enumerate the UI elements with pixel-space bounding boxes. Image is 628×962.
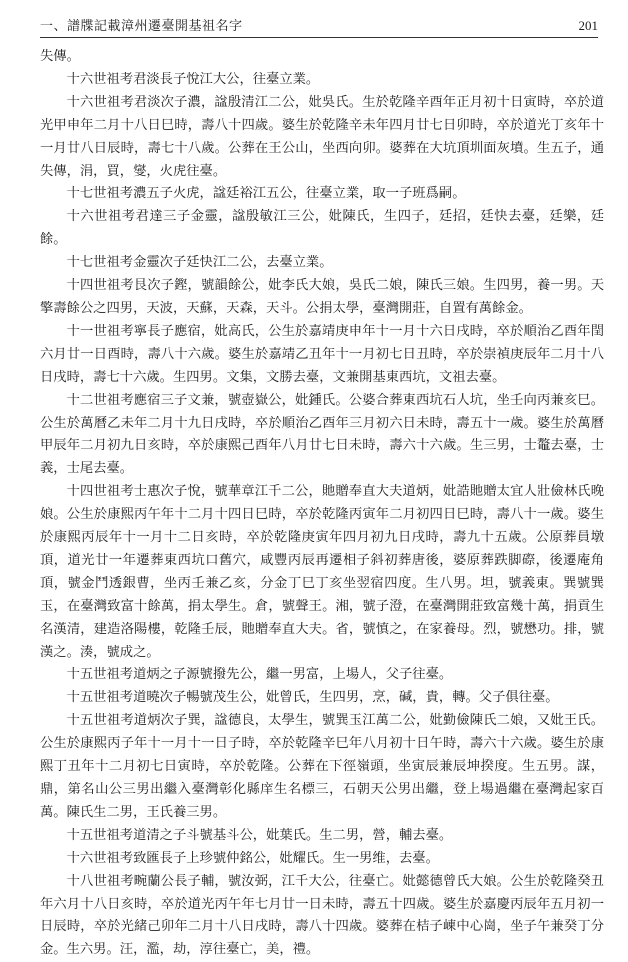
paragraph: 十一世祖考寧長子應宿，妣高氏，公生於嘉靖庚申年十一月十六日戌時，卒於順治乙酉年閏六月廿一日酉時，壽八十六歲。婆生於嘉靖乙丑年十一月初七日丑時，卒於崇禎庚辰年二月十八日戌時，壽七十六歲。生四男。文集，文勝去臺，文兼開基東西坑，文祖去臺。 [40, 323, 604, 385]
paragraph: 失傳。 [40, 49, 80, 64]
paragraph: 十七世祖考濃五子火虎，諡廷裕江五公，往臺立業，取一子班爲嗣。 [66, 186, 466, 202]
paragraph: 十四世祖考士惠次子悅，號華章江千二公，貤贈奉直大夫道炳，妣誥貤贈太宜人壯儉林氏晚娘。公生於康熙丙午年十二月十四日巳時，卒於乾隆丙寅年二月初四日巳時，壽八十一歲。婆生於康熙丙辰年十一月十二日亥時，卒於乾隆庚寅年四月初九日戌時，壽九十五歲。公原葬員墩頂，道光廿一年遷葬東西坑口舊穴，咸豐丙辰再遷相子斜初葬唐後，婆原葬跌脚磜，後遷庵角頂，號金鬥透銀曹，坐丙壬兼乙亥，分金丁巳丁亥坐翌宿四度。生八男。坦，號義東。巽號巽玉，在臺灣致富十餘萬，捐太學生。倉，號聲王。湘，號子澄，在臺灣開莊致富幾十萬，捐貢生名漢清，建造洛陽樓，乾隆壬辰，貤贈奉直大夫。省，號慎之，在家養母。烈，號懋功。排，號漢之。湊，號成之。 [40, 484, 604, 660]
paragraph: 十五世祖考道清之子斗號基斗公，妣葉氏。生二男，營，輔去臺。 [66, 827, 453, 843]
paragraph: 十五世祖考道曉次子暢號茂生公，妣曾氏，生四男，烹，碱，貴，轉。父子俱往臺。 [66, 690, 559, 706]
body-text [40, 46, 604, 962]
paragraph: 十六世祖考君淡長子悅江大公，往臺立業。 [66, 71, 320, 87]
paragraph: 十五世祖考道炳之子源號撥先公，繼一男富，上場人，父子往臺。 [66, 667, 453, 683]
paragraph: 十七世祖考金靈次子廷快江二公，去臺立業。 [66, 255, 333, 271]
page-number: 201 [578, 18, 598, 33]
paragraph: 十二世祖考應宿三子文兼，號壺嶽公，妣鍾氏。公婆合葬東西坑石人坑，坐壬向丙兼亥巳。公生於萬曆乙未年二月十九日戌時，卒於順治乙酉年三月初六日未時，壽五十一歲。婆生於萬曆甲辰年二月初九日亥時，卒於康熙己酉年八月廿七日未時，壽六十六歲。生三男，士鼇去臺，士義，士尾去臺。 [40, 392, 604, 477]
paragraph: 十八世祖考畹蘭公長子輔，號汝弼，江千大公，往臺亡。妣懿德曾氏大娘。公生於乾隆癸丑年六月十八日亥時，卒於道光丙午年七月廿一日未時，壽五十四歲。婆生於嘉慶丙辰年五月初一日辰時，卒於光緒己卯年二月十八日戌時，壽八十四歲。婆葬在桔子崠中心崗，坐子午兼癸丁分金。生六男。汪，濫，劫，淳往臺亡，美，禮。 [40, 873, 604, 958]
page-header [40, 12, 598, 38]
running-title: 一、譜牒記載漳州遷臺開基祖名字 [40, 19, 243, 34]
paragraph: 十六世祖考君達三子金靈，諡殷敏江三公，妣陳氏，生四子，廷招，廷快去臺，廷樂，廷餘。 [40, 209, 604, 248]
paragraph: 十六世祖考致匯長子上珍號仲銘公，妣耀氏。生一男维，去臺。 [66, 850, 439, 866]
paragraph: 十五世祖考道炳次子巽，諡德良，太學生，號巽玉江萬二公，妣勤儉陳氏二娘，又妣王氏。公生於康熙丙子年十一月十一日子時，卒於乾隆辛巳年八月初十日午時，壽六十六歲。婆生於康熙丁丑年十二月初七日寅時，卒於乾隆。公葬在下徑嶺頭，坐寅辰兼辰坤揆度。生五男。謀，鼎，第名山公三男出繼入臺灣彰化縣庠生名標三，石朝天公男出繼，登上場過繼在臺灣起家百萬。陳氏生二男，王氏養三男。 [40, 713, 604, 820]
paragraph: 十六世祖考君淡次子濃，諡殷清江二公，妣吳氏。生於乾隆辛酉年正月初十日寅時，卒於道光甲申年二月十八日巳時，壽八十四歲。婆生於乾隆辛未年四月廿七日卯時，卒於道光丁亥年十一月廿八日辰時，壽七十八歲。公葬在王公山，坐西向卯。婆葬在大坑頂圳面灰墳。生五子，通失傳，涓，買，燮，火虎往臺。 [40, 94, 604, 179]
paragraph: 十四世祖考艮次子鏗，號韻餘公，妣李氏大娘，吳氏二娘，陳氏三娘。生四男，養一男。天擎壽餘公之四男，天波，天蘇，天森，天斗。公捐太學，臺灣開莊，自置有萬餘金。 [40, 278, 604, 316]
